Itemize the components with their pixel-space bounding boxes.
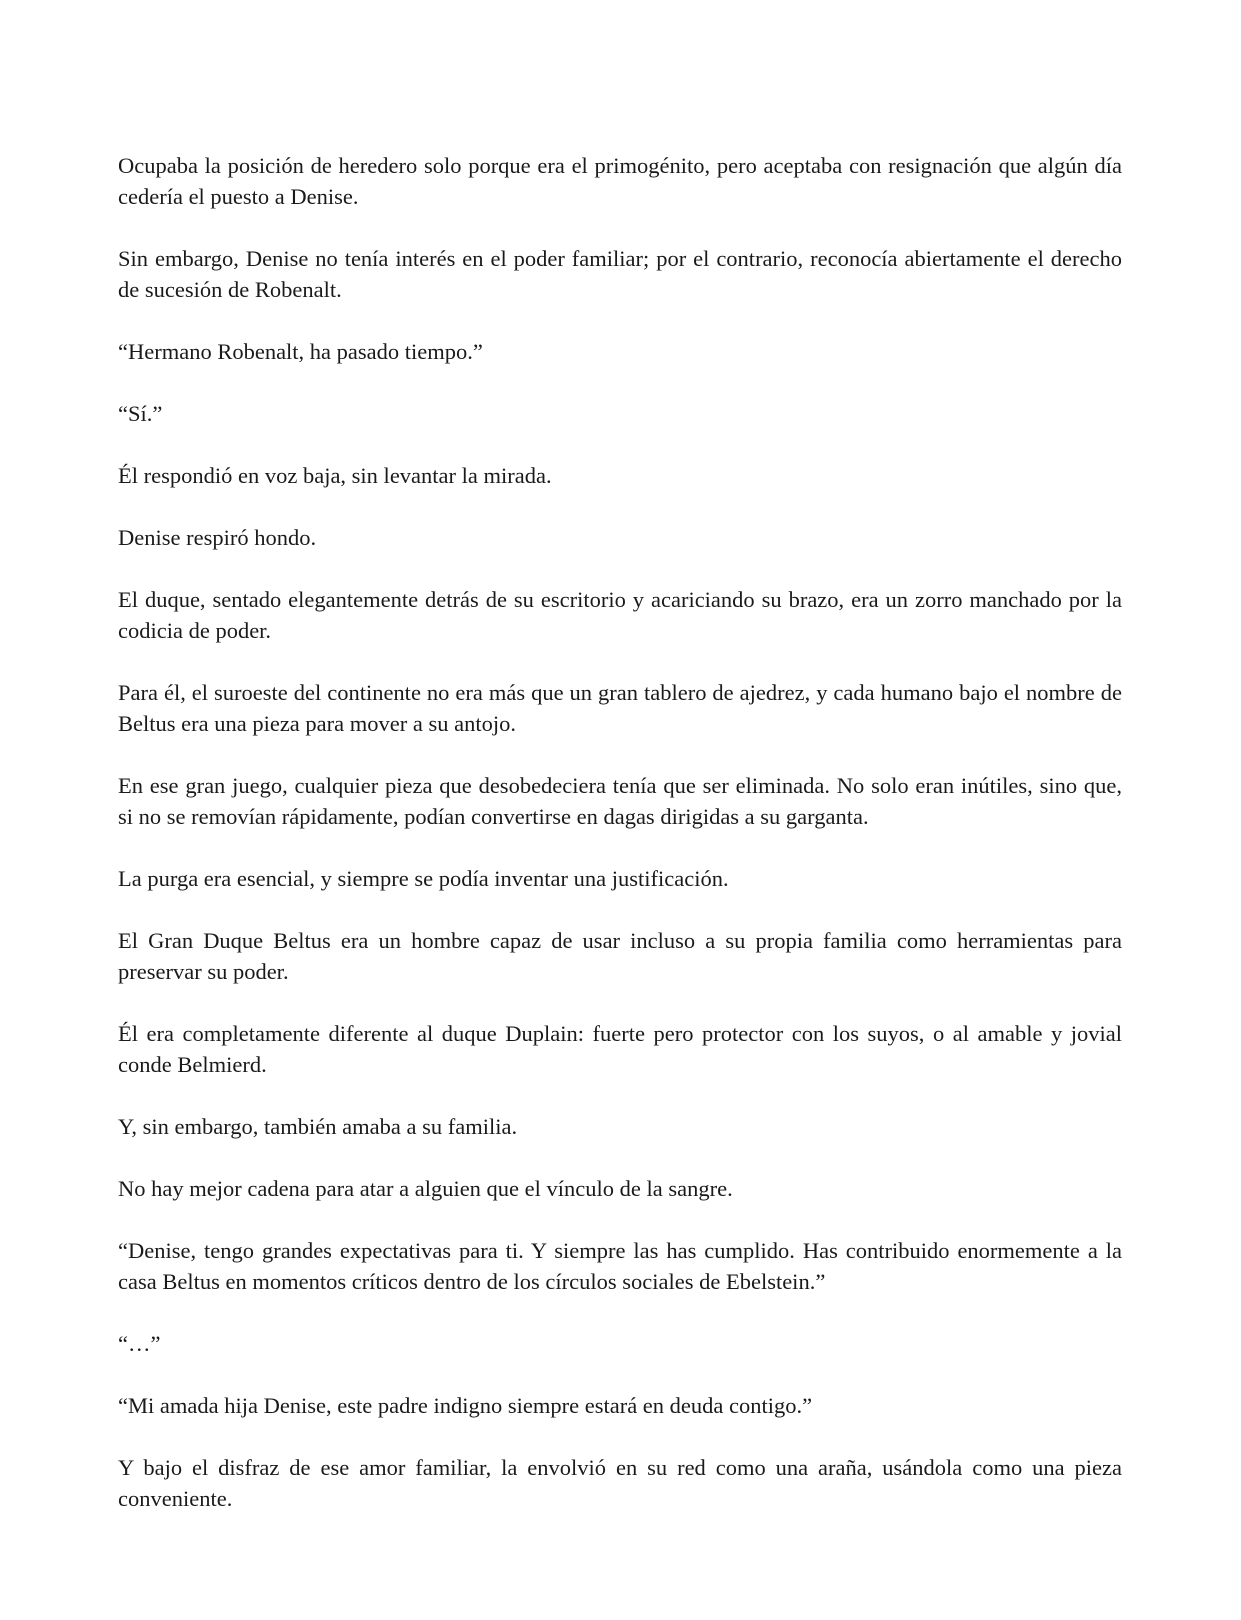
dialogue-line: “Hermano Robenalt, ha pasado tiempo.” [118, 339, 483, 364]
paragraph: No hay mejor cadena para atar a alguien que el vínculo de la sangre. [118, 1176, 733, 1201]
paragraph: Denise respiró hondo. [118, 525, 317, 550]
paragraph: Él respondió en voz baja, sin levantar la mirada. [118, 463, 552, 488]
dialogue-line: “Denise, tengo grandes expectativas para ti. Y siempre las has cumplido. Has contribuido enormemente a la casa Beltus en momentos críticos dentro de los círculos sociales de Ebelstein.” [118, 1238, 1122, 1294]
paragraph: Para él, el suroeste del continente no era más que un gran tablero de ajedrez, y cada humano bajo el nombre de Beltus era una pieza para mover a su antojo. [118, 680, 1122, 736]
paragraph: Y, sin embargo, también amaba a su familia. [118, 1114, 518, 1139]
dialogue-line: “Sí.” [118, 401, 163, 426]
document-body [118, 150, 1122, 1514]
paragraph: En ese gran juego, cualquier pieza que desobedeciera tenía que ser eliminada. No solo eran inútiles, sino que, si no se removían rápidamente, podían convertirse en dagas dirigidas a su garganta. [118, 773, 1122, 829]
paragraph: El duque, sentado elegantemente detrás de su escritorio y acariciando su brazo, era un zorro manchado por la codicia de poder. [118, 587, 1122, 643]
paragraph: El Gran Duque Beltus era un hombre capaz de usar incluso a su propia familia como herramientas para preservar su poder. [118, 928, 1122, 984]
paragraph: La purga era esencial, y siempre se podía inventar una justificación. [118, 866, 729, 891]
dialogue-line: “…” [118, 1331, 161, 1356]
paragraph: Y bajo el disfraz de ese amor familiar, la envolvió en su red como una araña, usándola como una pieza conveniente. [118, 1455, 1122, 1511]
dialogue-line: “Mi amada hija Denise, este padre indigno siempre estará en deuda contigo.” [118, 1393, 813, 1418]
paragraph: Él era completamente diferente al duque Duplain: fuerte pero protector con los suyos, o al amable y jovial conde Belmierd. [118, 1021, 1122, 1077]
paragraph: Sin embargo, Denise no tenía interés en el poder familiar; por el contrario, reconocía abiertamente el derecho de sucesión de Robenalt. [118, 246, 1122, 302]
paragraph: Ocupaba la posición de heredero solo porque era el primogénito, pero aceptaba con resignación que algún día cedería el puesto a Denise. [118, 153, 1122, 209]
